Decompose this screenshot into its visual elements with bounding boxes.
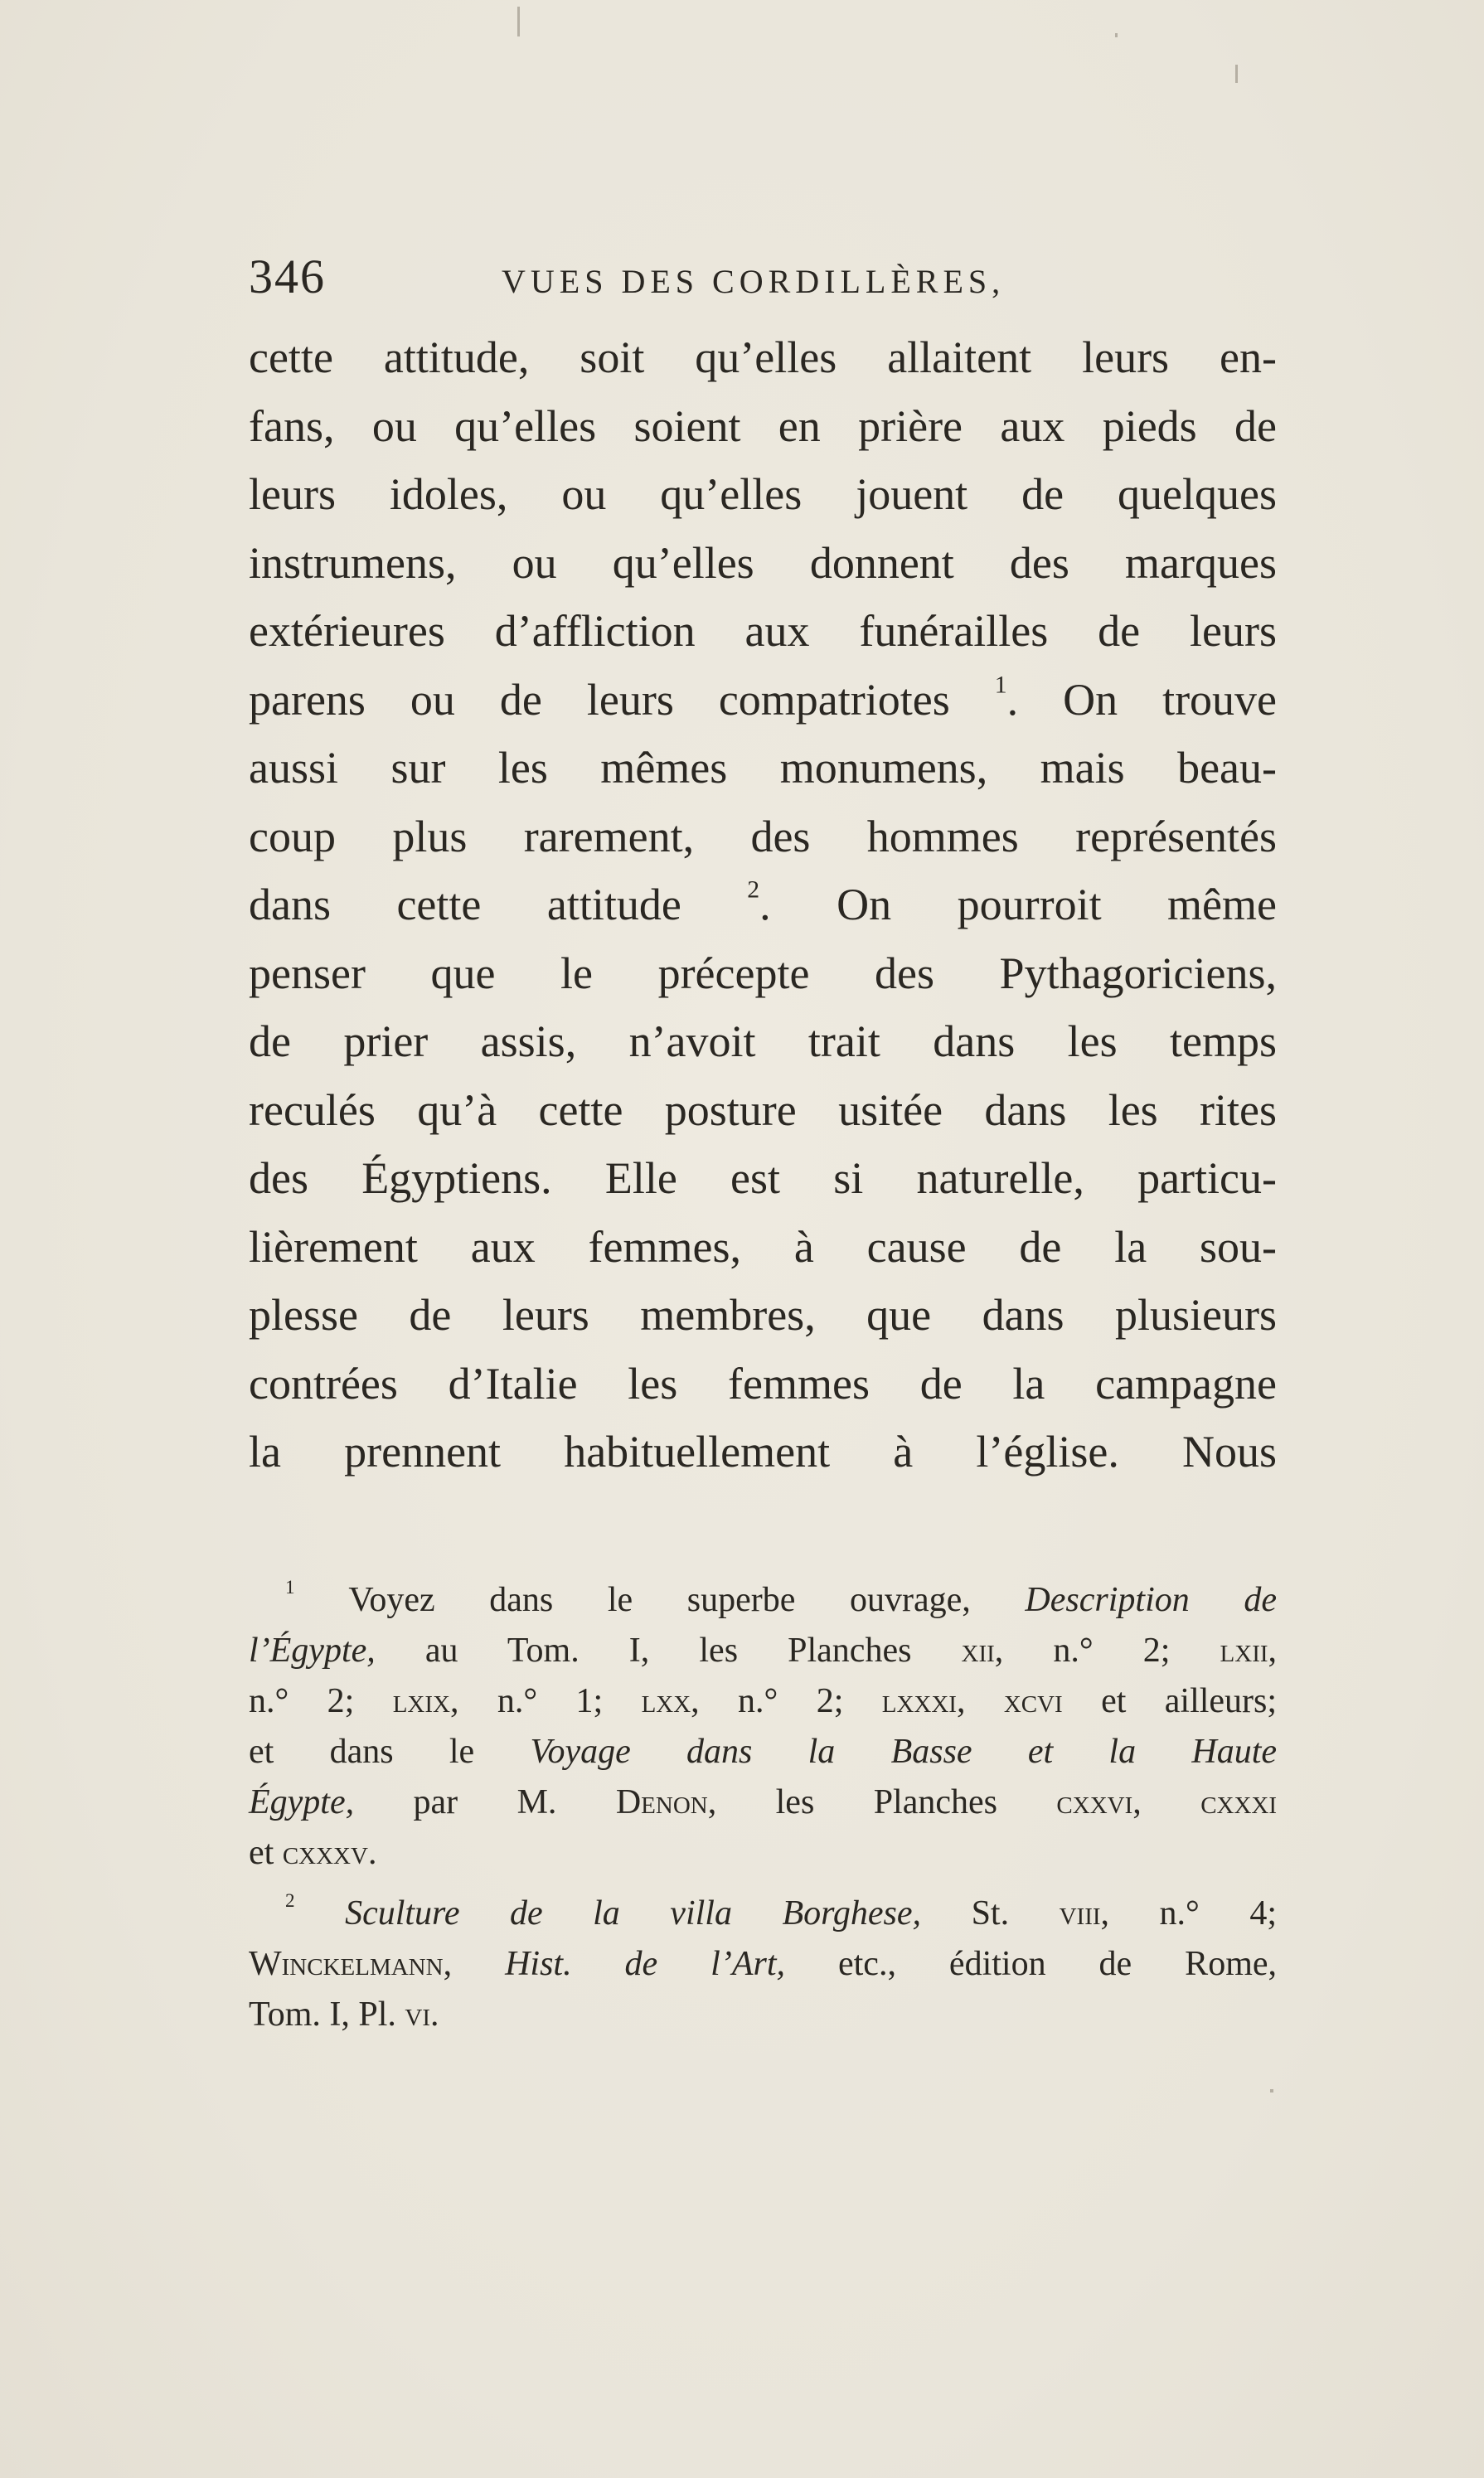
footnote-1-line: n.° 2; lxix, n.° 1; lxx, n.° 2; lxxxi, xcvi et ailleurs; [249,1682,1278,1720]
text-line: lièrement aux femmes, à cause de la sou- [249,1221,1277,1272]
page-number: 346 [249,250,326,303]
footnote-1-line: Égypte, par M. Denon, les Planches cxxvi, cxxxi [249,1783,1278,1821]
text-line: aussi sur les mêmes monumens, mais beau- [249,743,1277,793]
text-line: leurs idoles, ou qu’elles jouent de quelques [249,469,1277,519]
page-header [249,249,1277,307]
text-line: de prier assis, n’avoit trait dans les temps [249,1016,1277,1066]
footnote-2-line: Tom. I, Pl. vi. [249,1995,439,2034]
text-line: penser que le précepte des Pythagoriciens, [249,948,1277,998]
text-line: dans cette attitude $^2$. On pourroit même [249,876,1277,929]
footnote-1-line: et cxxxv. [249,1834,377,1872]
footnote-ref-2: 2 [747,876,760,904]
text-line: reculés qu’à cette posture usitée dans les rites [249,1084,1277,1135]
text-line: extérieures d’affliction aux funérailles de leurs [249,606,1277,656]
body-text [249,323,1277,1486]
text-line: instrumens, ou qu’elles donnent des marques [249,537,1277,588]
footnote-1-line: l’Égypte, au Tom. I, les Planches xii, n.° 2; lxii, [249,1632,1278,1670]
paper-speck [517,7,520,36]
footnotes [249,1575,1277,2040]
footnote-2-line: $^2$ Sculture de la villa Borghese, St. viii, n.° 4; [285,1889,1278,1932]
footnote-mark-2: 2 [285,1889,295,1912]
text-line: cette attitude, soit qu’elles allaitent leurs en- [249,332,1277,382]
text-line: plesse de leurs membres, que dans plusieurs [249,1290,1277,1340]
running-title: VUES DES CORDILLÈRES, [502,263,1006,300]
paper-speck [1115,33,1118,37]
paper-speck [1270,2089,1273,2092]
text-line: des Égyptiens. Elle est si naturelle, particu- [249,1153,1277,1203]
footnote-ref-1: 1 [994,671,1007,698]
footnote-1-line: et dans le Voyage dans la Basse et la Haute [249,1733,1278,1771]
text-line: contrées d’Italie les femmes de la campagne [249,1358,1277,1409]
footnote-1-line: $^1$ Voyez dans le superbe ouvrage, Description de [285,1576,1277,1619]
text-line: fans, ou qu’elles soient en prière aux pieds de [249,400,1277,451]
text-line: parens ou de leurs compatriotes $^1$. On trouve [249,671,1278,725]
footnote-mark-1: 1 [285,1576,295,1598]
text-line: la prennent habituellement à l’église. Nous [249,1427,1277,1477]
footnote-2-line: Winckelmann, Hist. de l’Art, etc., édition de Rome, [249,1945,1278,1983]
text-line: coup plus rarement, des hommes représentés [249,811,1277,861]
paper-speck [1235,65,1238,83]
